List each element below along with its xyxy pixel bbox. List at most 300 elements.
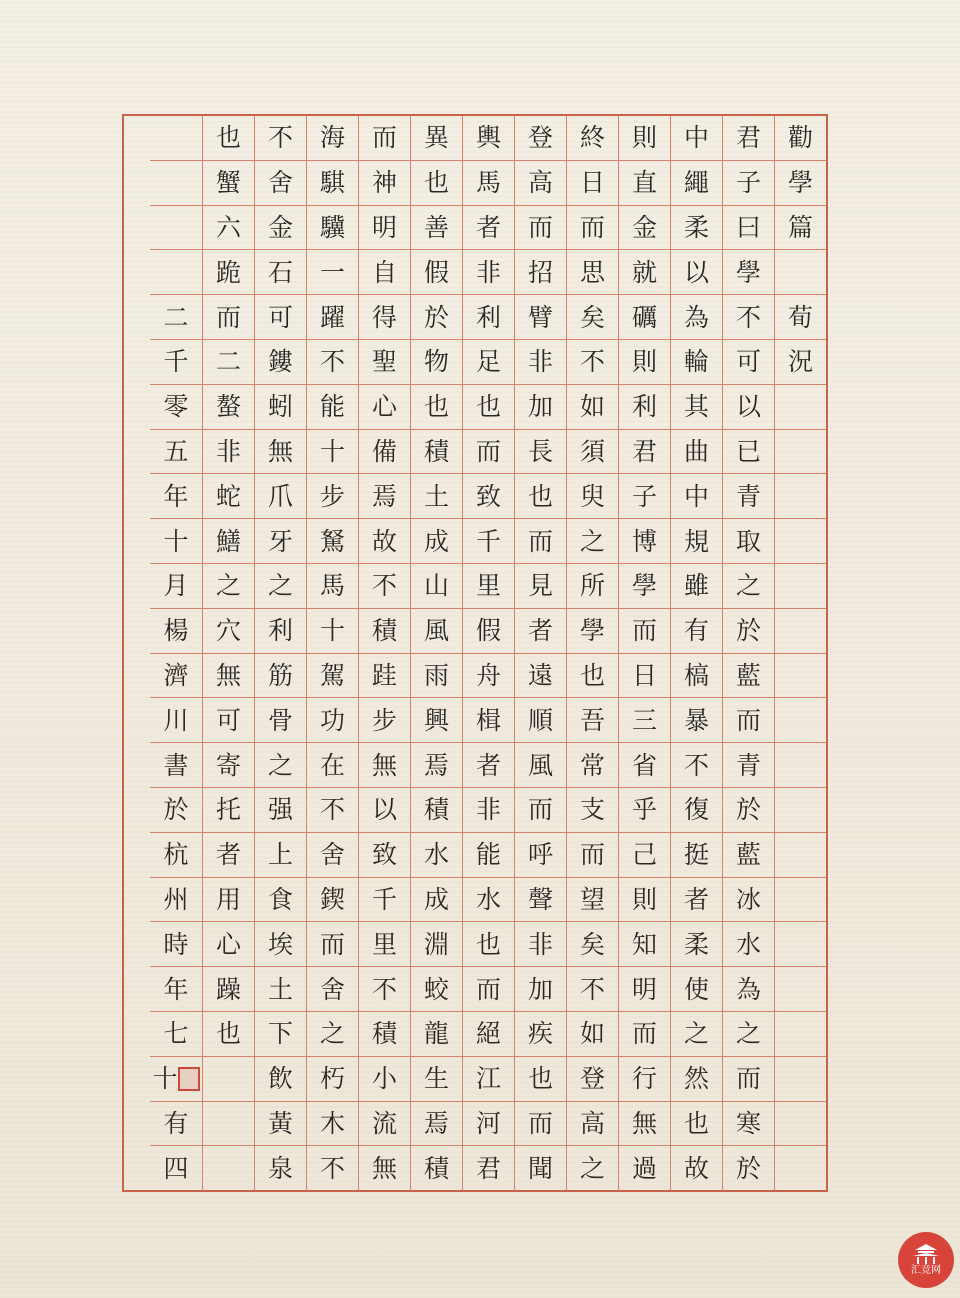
character-cell: 學 <box>619 564 670 609</box>
character-cell: 舍 <box>307 833 358 878</box>
character-cell: 異 <box>411 116 462 161</box>
character-cell: 千 <box>150 340 202 385</box>
character-cell: 無 <box>371 1153 397 1183</box>
character-cell: 舍 <box>307 967 358 1012</box>
character-cell: 自 <box>359 250 410 295</box>
character-cell: 月 <box>150 564 202 609</box>
character-cell: 骨 <box>255 698 306 743</box>
character-cell: 黃 <box>255 1102 306 1147</box>
character-cell: 也 <box>203 1012 254 1057</box>
character-cell: 利 <box>255 609 306 654</box>
character-cell: 十 <box>307 609 358 654</box>
character-cell: 之 <box>579 1153 605 1183</box>
character-cell: 積 <box>411 788 462 833</box>
character-cell: 足 <box>463 340 514 385</box>
character-cell: 跬 <box>359 654 410 699</box>
character-cell: 功 <box>307 698 358 743</box>
character-cell: 為 <box>671 295 722 340</box>
character-cell: 青 <box>723 743 774 788</box>
character-cell: 加 <box>515 967 566 1012</box>
character-cell: 不 <box>567 967 618 1012</box>
character-cell: 於 <box>735 1153 761 1183</box>
character-cell: 神 <box>359 161 410 206</box>
character-cell: 藍 <box>723 833 774 878</box>
character-cell <box>775 1102 826 1147</box>
character-cell: 木 <box>307 1102 358 1147</box>
character-cell: 以 <box>359 788 410 833</box>
character-cell: 積 <box>423 1153 449 1183</box>
character-cell: 而 <box>723 698 774 743</box>
character-cell <box>775 250 826 295</box>
character-cell: 也 <box>671 1102 722 1147</box>
character-cell: 不 <box>723 295 774 340</box>
character-cell <box>150 250 202 295</box>
character-cell: 則 <box>619 878 670 923</box>
character-cell: 取 <box>723 519 774 564</box>
character-cell: 零 <box>150 385 202 430</box>
character-cell: 以 <box>671 250 722 295</box>
character-cell: 鏤 <box>255 340 306 385</box>
character-cell: 長 <box>515 430 566 475</box>
character-cell: 行 <box>619 1057 670 1102</box>
character-cell: 故 <box>683 1153 709 1183</box>
character-cell: 之 <box>671 1012 722 1057</box>
character-cell <box>775 430 826 475</box>
character-cell: 爪 <box>255 474 306 519</box>
character-cell: 臂 <box>515 295 566 340</box>
character-cell: 矣 <box>567 295 618 340</box>
character-cell: 風 <box>411 609 462 654</box>
character-cell: 者 <box>463 206 514 251</box>
character-cell: 假 <box>463 609 514 654</box>
character-cell: 挺 <box>671 833 722 878</box>
character-cell: 也 <box>567 654 618 699</box>
character-cell: 年 <box>150 474 202 519</box>
character-cell: 螯 <box>203 385 254 430</box>
character-cell: 非 <box>515 340 566 385</box>
character-cell: 也 <box>203 116 254 161</box>
character-cell <box>150 206 202 251</box>
character-cell: 吾 <box>567 698 618 743</box>
character-cell <box>775 878 826 923</box>
character-cell: 明 <box>619 967 670 1012</box>
character-cell: 疾 <box>515 1012 566 1057</box>
character-cell: 飲 <box>255 1057 306 1102</box>
character-cell: 用 <box>203 878 254 923</box>
character-cell: 學 <box>723 250 774 295</box>
character-cell: 省 <box>619 743 670 788</box>
character-cell: 常 <box>567 743 618 788</box>
character-cell: 能 <box>307 385 358 430</box>
character-cell: 三 <box>619 698 670 743</box>
character-cell: 登 <box>515 116 566 161</box>
character-cell: 為 <box>723 967 774 1012</box>
character-cell: 利 <box>463 295 514 340</box>
character-cell: 非 <box>203 430 254 475</box>
character-cell: 二 <box>203 340 254 385</box>
character-cell: 不 <box>359 967 410 1012</box>
character-cell: 高 <box>515 161 566 206</box>
character-cell: 川 <box>150 698 202 743</box>
character-cell: 生 <box>411 1057 462 1102</box>
character-cell: 之 <box>567 519 618 564</box>
character-cell: 以 <box>723 385 774 430</box>
character-cell <box>775 1057 826 1102</box>
character-cell: 也 <box>515 474 566 519</box>
character-cell: 無 <box>619 1102 670 1147</box>
character-cell: 蚓 <box>255 385 306 430</box>
character-cell: 千 <box>359 878 410 923</box>
character-cell: 絕 <box>463 1012 514 1057</box>
character-cell: 可 <box>723 340 774 385</box>
character-cell: 乎 <box>619 788 670 833</box>
character-cell <box>775 788 826 833</box>
character-cell: 加 <box>515 385 566 430</box>
character-cell: 子 <box>723 161 774 206</box>
character-cell: 無 <box>255 430 306 475</box>
character-cell: 也 <box>463 385 514 430</box>
character-cell: 楊 <box>150 609 202 654</box>
character-cell: 濟 <box>150 654 202 699</box>
character-cell: 而 <box>203 295 254 340</box>
character-cell: 也 <box>515 1057 566 1102</box>
character-cell: 非 <box>463 250 514 295</box>
character-cell: 致 <box>463 474 514 519</box>
character-cell: 躍 <box>307 295 358 340</box>
character-cell: 七 <box>150 1012 202 1057</box>
character-cell: 臾 <box>567 474 618 519</box>
character-cell: 荀 <box>775 295 826 340</box>
character-cell: 而 <box>723 1057 774 1102</box>
character-cell: 中 <box>671 474 722 519</box>
character-cell: 之 <box>203 564 254 609</box>
character-cell: 步 <box>307 474 358 519</box>
character-cell: 之 <box>255 564 306 609</box>
character-cell: 支 <box>567 788 618 833</box>
character-cell: 杭 <box>150 833 202 878</box>
character-cell: 輪 <box>671 340 722 385</box>
character-cell: 金 <box>619 206 670 251</box>
character-cell: 假 <box>411 250 462 295</box>
character-cell: 埃 <box>255 922 306 967</box>
character-cell: 而 <box>515 788 566 833</box>
character-cell: 成 <box>411 519 462 564</box>
character-cell <box>775 833 826 878</box>
character-cell: 可 <box>255 295 306 340</box>
text-column <box>722 116 774 1190</box>
character-cell: 騏 <box>307 161 358 206</box>
character-cell <box>775 654 826 699</box>
character-cell <box>775 922 826 967</box>
character-cell: 在 <box>307 743 358 788</box>
character-cell: 成 <box>411 878 462 923</box>
character-cell: 馬 <box>463 161 514 206</box>
character-cell: 時 <box>150 922 202 967</box>
character-cell <box>775 385 826 430</box>
character-cell: 五 <box>150 430 202 475</box>
site-logo[interactable] <box>898 1232 954 1288</box>
character-cell: 聞 <box>527 1153 553 1183</box>
character-cell: 柔 <box>671 922 722 967</box>
character-cell: 者 <box>515 609 566 654</box>
character-cell: 六 <box>203 206 254 251</box>
character-cell: 牙 <box>255 519 306 564</box>
character-cell: 下 <box>255 1012 306 1057</box>
character-cell: 無 <box>359 743 410 788</box>
character-cell: 登 <box>567 1057 618 1102</box>
character-cell <box>150 161 202 206</box>
character-cell: 蟹 <box>203 161 254 206</box>
text-column <box>254 116 306 1190</box>
character-cell: 龍 <box>411 1012 462 1057</box>
character-cell: 可 <box>203 698 254 743</box>
character-cell: 興 <box>411 698 462 743</box>
character-cell: 招 <box>515 250 566 295</box>
character-cell: 書 <box>150 743 202 788</box>
character-cell: 有 <box>671 609 722 654</box>
character-cell: 者 <box>671 878 722 923</box>
character-cell: 驥 <box>307 206 358 251</box>
character-cell: 槁 <box>671 654 722 699</box>
character-cell: 子 <box>619 474 670 519</box>
character-cell: 駕 <box>307 654 358 699</box>
character-cell: 暴 <box>671 698 722 743</box>
character-cell: 遠 <box>515 654 566 699</box>
character-cell: 之 <box>307 1012 358 1057</box>
character-cell: 泉 <box>267 1153 293 1183</box>
character-cell: 如 <box>567 1012 618 1057</box>
character-cell: 無 <box>203 654 254 699</box>
character-cell: 步 <box>359 698 410 743</box>
character-cell: 小 <box>359 1057 410 1102</box>
character-cell: 焉 <box>411 1102 462 1147</box>
character-cell: 舍 <box>255 161 306 206</box>
character-cell: 規 <box>671 519 722 564</box>
character-cell: 如 <box>567 385 618 430</box>
character-cell: 積 <box>359 1012 410 1057</box>
character-cell: 能 <box>463 833 514 878</box>
calligraphy-grid <box>122 114 828 1192</box>
character-cell: 不 <box>255 116 306 161</box>
character-cell <box>775 1146 826 1190</box>
character-cell: 舟 <box>463 654 514 699</box>
character-cell: 於 <box>411 295 462 340</box>
text-column <box>410 116 462 1190</box>
character-cell: 江 <box>463 1057 514 1102</box>
character-cell: 海 <box>307 116 358 161</box>
character-cell: 者 <box>203 833 254 878</box>
character-cell: 馬 <box>307 564 358 609</box>
character-cell: 二 <box>150 295 202 340</box>
character-cell: 終 <box>567 116 618 161</box>
character-cell: 蛟 <box>411 967 462 1012</box>
character-cell: 青 <box>723 474 774 519</box>
character-cell: 不 <box>307 340 358 385</box>
character-cell: 不 <box>671 743 722 788</box>
character-cell: 四 <box>163 1153 189 1183</box>
character-cell: 土 <box>411 474 462 519</box>
character-cell: 非 <box>515 922 566 967</box>
character-cell <box>775 609 826 654</box>
character-cell: 心 <box>359 385 410 430</box>
character-cell: 蛇 <box>203 474 254 519</box>
character-cell: 躁 <box>203 967 254 1012</box>
character-cell: 而 <box>619 609 670 654</box>
character-cell: 君 <box>475 1153 501 1183</box>
character-cell: 楫 <box>463 698 514 743</box>
character-cell: 跪 <box>203 250 254 295</box>
character-cell: 上 <box>255 833 306 878</box>
character-cell: 而 <box>619 1012 670 1057</box>
character-cell: 水 <box>411 833 462 878</box>
character-cell: 水 <box>723 922 774 967</box>
character-cell: 致 <box>359 833 410 878</box>
character-cell: 然 <box>671 1057 722 1102</box>
character-cell: 流 <box>359 1102 410 1147</box>
character-cell: 物 <box>411 340 462 385</box>
character-cell: 礪 <box>619 295 670 340</box>
character-cell <box>203 1146 254 1190</box>
character-cell: 直 <box>619 161 670 206</box>
character-cell: 也 <box>463 922 514 967</box>
character-cell: 日 <box>619 654 670 699</box>
character-cell: 者 <box>463 743 514 788</box>
character-cell: 千 <box>463 519 514 564</box>
pavilion-icon <box>911 1243 941 1265</box>
character-cell: 日 <box>567 161 618 206</box>
character-cell: 君 <box>619 430 670 475</box>
character-cell: 而 <box>463 430 514 475</box>
character-cell: 朽 <box>307 1057 358 1102</box>
character-cell: 則 <box>619 340 670 385</box>
character-cell: 君 <box>723 116 774 161</box>
character-cell <box>203 1057 254 1102</box>
character-cell: 於 <box>150 788 202 833</box>
character-cell: 高 <box>567 1102 618 1147</box>
character-cell <box>150 116 202 161</box>
character-cell <box>775 519 826 564</box>
character-cell: 備 <box>359 430 410 475</box>
character-cell: 心 <box>203 922 254 967</box>
site-logo-text: 汇竞网 <box>911 1265 941 1276</box>
character-cell: 於 <box>723 609 774 654</box>
character-cell: 雨 <box>411 654 462 699</box>
character-cell: 食 <box>255 878 306 923</box>
character-cell: 穴 <box>203 609 254 654</box>
character-cell: 篇 <box>775 206 826 251</box>
character-cell: 焉 <box>411 743 462 788</box>
character-cell: 十 <box>150 519 202 564</box>
character-cell: 而 <box>515 206 566 251</box>
character-cell: 知 <box>619 922 670 967</box>
character-cell: 得 <box>359 295 410 340</box>
character-cell: 積 <box>411 430 462 475</box>
character-cell: 之 <box>723 564 774 609</box>
character-cell: 曲 <box>671 430 722 475</box>
character-cell: 而 <box>307 922 358 967</box>
character-cell: 强 <box>255 788 306 833</box>
character-cell: 利 <box>619 385 670 430</box>
character-cell: 則 <box>619 116 670 161</box>
character-cell: 就 <box>619 250 670 295</box>
character-cell: 年 <box>150 967 202 1012</box>
character-cell: 淵 <box>411 922 462 967</box>
character-cell <box>775 1012 826 1057</box>
character-cell: 駑 <box>307 519 358 564</box>
character-cell: 已 <box>723 430 774 475</box>
character-cell: 河 <box>463 1102 514 1147</box>
character-cell: 十 <box>307 430 358 475</box>
character-cell: 輿 <box>463 116 514 161</box>
character-cell: 己 <box>619 833 670 878</box>
character-cell <box>203 1102 254 1147</box>
character-cell: 使 <box>671 967 722 1012</box>
character-cell: 寒 <box>723 1102 774 1147</box>
character-cell: 而 <box>567 833 618 878</box>
character-cell: 於 <box>723 788 774 833</box>
character-cell: 中 <box>671 116 722 161</box>
character-cell: 須 <box>567 430 618 475</box>
character-cell <box>775 967 826 1012</box>
text-column <box>358 116 410 1190</box>
character-cell: 其 <box>671 385 722 430</box>
character-cell: 里 <box>463 564 514 609</box>
text-column <box>774 116 826 1190</box>
text-column <box>618 116 670 1190</box>
character-cell: 筋 <box>255 654 306 699</box>
character-cell: 呼 <box>515 833 566 878</box>
character-cell: 善 <box>411 206 462 251</box>
character-cell: 托 <box>203 788 254 833</box>
character-cell: 見 <box>515 564 566 609</box>
character-cell <box>775 564 826 609</box>
character-cell: 所 <box>567 564 618 609</box>
character-cell: 況 <box>775 340 826 385</box>
text-column <box>202 116 254 1190</box>
text-column <box>566 116 618 1190</box>
text-column <box>462 116 514 1190</box>
character-cell: 而 <box>463 967 514 1012</box>
character-cell: 不 <box>307 788 358 833</box>
character-cell <box>775 474 826 519</box>
character-cell: 水 <box>463 878 514 923</box>
character-cell: 金 <box>255 206 306 251</box>
character-cell <box>775 698 826 743</box>
character-cell: 土 <box>255 967 306 1012</box>
character-cell: 冰 <box>723 878 774 923</box>
character-cell <box>775 743 826 788</box>
character-cell: 寄 <box>203 743 254 788</box>
character-cell: 復 <box>671 788 722 833</box>
character-cell: 一 <box>307 250 358 295</box>
artist-seal-stamp <box>178 1067 200 1091</box>
character-cell: 焉 <box>359 474 410 519</box>
character-cell: 望 <box>567 878 618 923</box>
character-cell: 而 <box>515 1102 566 1147</box>
text-column <box>670 116 722 1190</box>
text-column <box>150 116 202 1190</box>
character-cell: 非 <box>463 788 514 833</box>
character-cell: 風 <box>515 743 566 788</box>
character-cell: 不 <box>319 1153 345 1183</box>
character-cell: 有 <box>150 1102 202 1147</box>
character-cell: 積 <box>359 609 410 654</box>
character-cell: 山 <box>411 564 462 609</box>
character-cell: 十 <box>150 1057 202 1102</box>
character-cell: 過 <box>631 1153 657 1183</box>
text-column <box>306 116 358 1190</box>
character-cell: 學 <box>775 161 826 206</box>
